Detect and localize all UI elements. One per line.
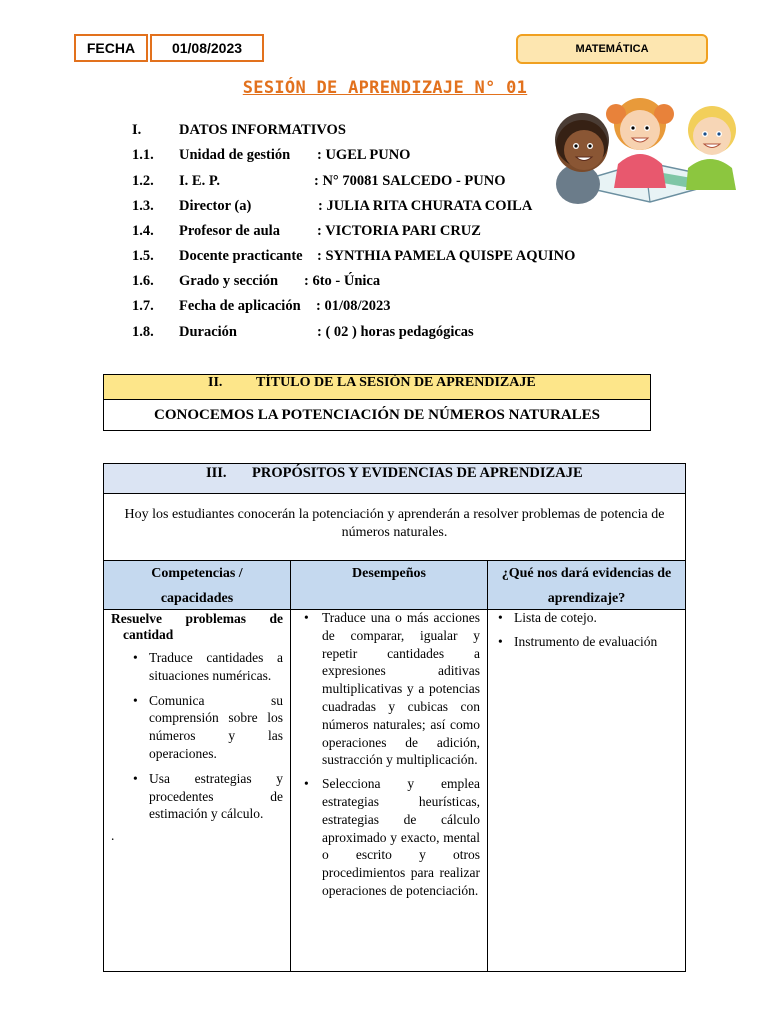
info-number: 1.6. [132,273,154,289]
info-label: Duración [179,324,237,340]
section-2-header [103,374,651,400]
children-reading-illustration [540,84,750,204]
session-purpose: Hoy los estudiantes conocerán la potenciación y aprenderán a resolver problemas de potencia de números naturales. [124,507,665,540]
section-number: II. [208,375,223,390]
info-value: : JULIA RITA CHURATA COILA [318,198,533,214]
section-3-header [104,464,685,494]
section-title: TÍTULO DE LA SESIÓN DE APRENDIZAJE [256,375,536,390]
info-label: Profesor de aula [179,223,280,239]
section-title: PROPÓSITOS Y EVIDENCIAS DE APRENDIZAJE [252,465,583,481]
list-item: • Traduce una o más acciones de comparar, igualar y repetir cantidades a expresiones aditivas multiplicativas y a potencias cuadradas y cubicas con números naturales; así como operaciones de adición, sustracción y multiplicación. [302,609,480,769]
session-name: CONOCEMOS LA POTENCIACIÓN DE NÚMEROS NATURALES [103,399,651,431]
info-label: Docente practicante [179,248,303,264]
evidencias-cell [496,609,678,651]
info-value: : VICTORIA PARI CRUZ [317,223,481,239]
section-title: DATOS INFORMATIVOS [179,122,346,138]
section-3-table [103,463,686,972]
info-label: Unidad de gestión [179,147,291,163]
info-number: 1.2. [132,173,154,189]
info-number: 1.3. [132,198,154,214]
info-number: 1.4. [132,223,154,239]
column-divider [487,560,488,972]
list-item: • Traduce cantidades a situaciones numéricas. [131,649,283,685]
subject-badge: MATEMÁTICA [516,34,708,64]
list-item: • Instrumento de evaluación [496,633,678,651]
info-number: 1.1. [132,147,154,163]
fecha-value: 01/08/2023 [150,34,264,62]
info-label: Director (a) [179,198,252,214]
competencia-name: Resuelve problemas de [111,611,283,626]
column-header-desempenos: Desempeños [291,560,487,610]
info-number: 1.5. [132,248,154,264]
info-value: : 6to - Única [304,273,381,289]
info-number: 1.7. [132,298,154,314]
section-number: III. [206,465,227,481]
capacidades-list [111,649,283,823]
info-value: : SYNTHIA PAMELA QUISPE AQUINO [317,248,576,264]
info-value: : ( 02 ) horas pedagógicas [317,324,474,340]
stray-dot: . [111,828,115,844]
info-label: Grado y sección [179,273,279,289]
desempenos-cell [322,609,480,900]
info-value: : UGEL PUNO [317,147,411,163]
fecha-label: FECHA [74,34,148,62]
info-value: : 01/08/2023 [316,298,391,314]
column-header-evidencias: ¿Qué nos dará evidencias de aprendizaje? [488,560,685,610]
list-item: • Usa estrategias y procedentes de estimación y cálculo. [131,770,283,823]
list-item: • Lista de cotejo. [496,609,678,627]
competencia-name-cont: cantidad [123,627,174,642]
list-item: • Comunica su comprensión sobre los números y las operaciones. [131,692,283,763]
evidencias-list [496,609,678,651]
info-label: Fecha de aplicación [179,298,301,314]
column-header-competencias: Competencias / capacidades [104,560,290,610]
info-value: : N° 70081 SALCEDO - PUNO [314,173,506,189]
session-title: SESIÓN DE APRENDIZAJE N° 01 [242,78,528,98]
info-number: 1.8. [132,324,154,340]
column-divider [290,560,291,972]
desempenos-list [302,609,480,900]
section-number: I. [132,122,142,138]
info-label: I. E. P. [179,173,220,189]
list-item: • Selecciona y emplea estrategias heurísticas, estrategias de cálculo aproximado y exacto, mental o escrito y otros procedimientos para realizar operaciones de potenciación. [302,775,480,900]
competencias-cell [111,611,283,845]
